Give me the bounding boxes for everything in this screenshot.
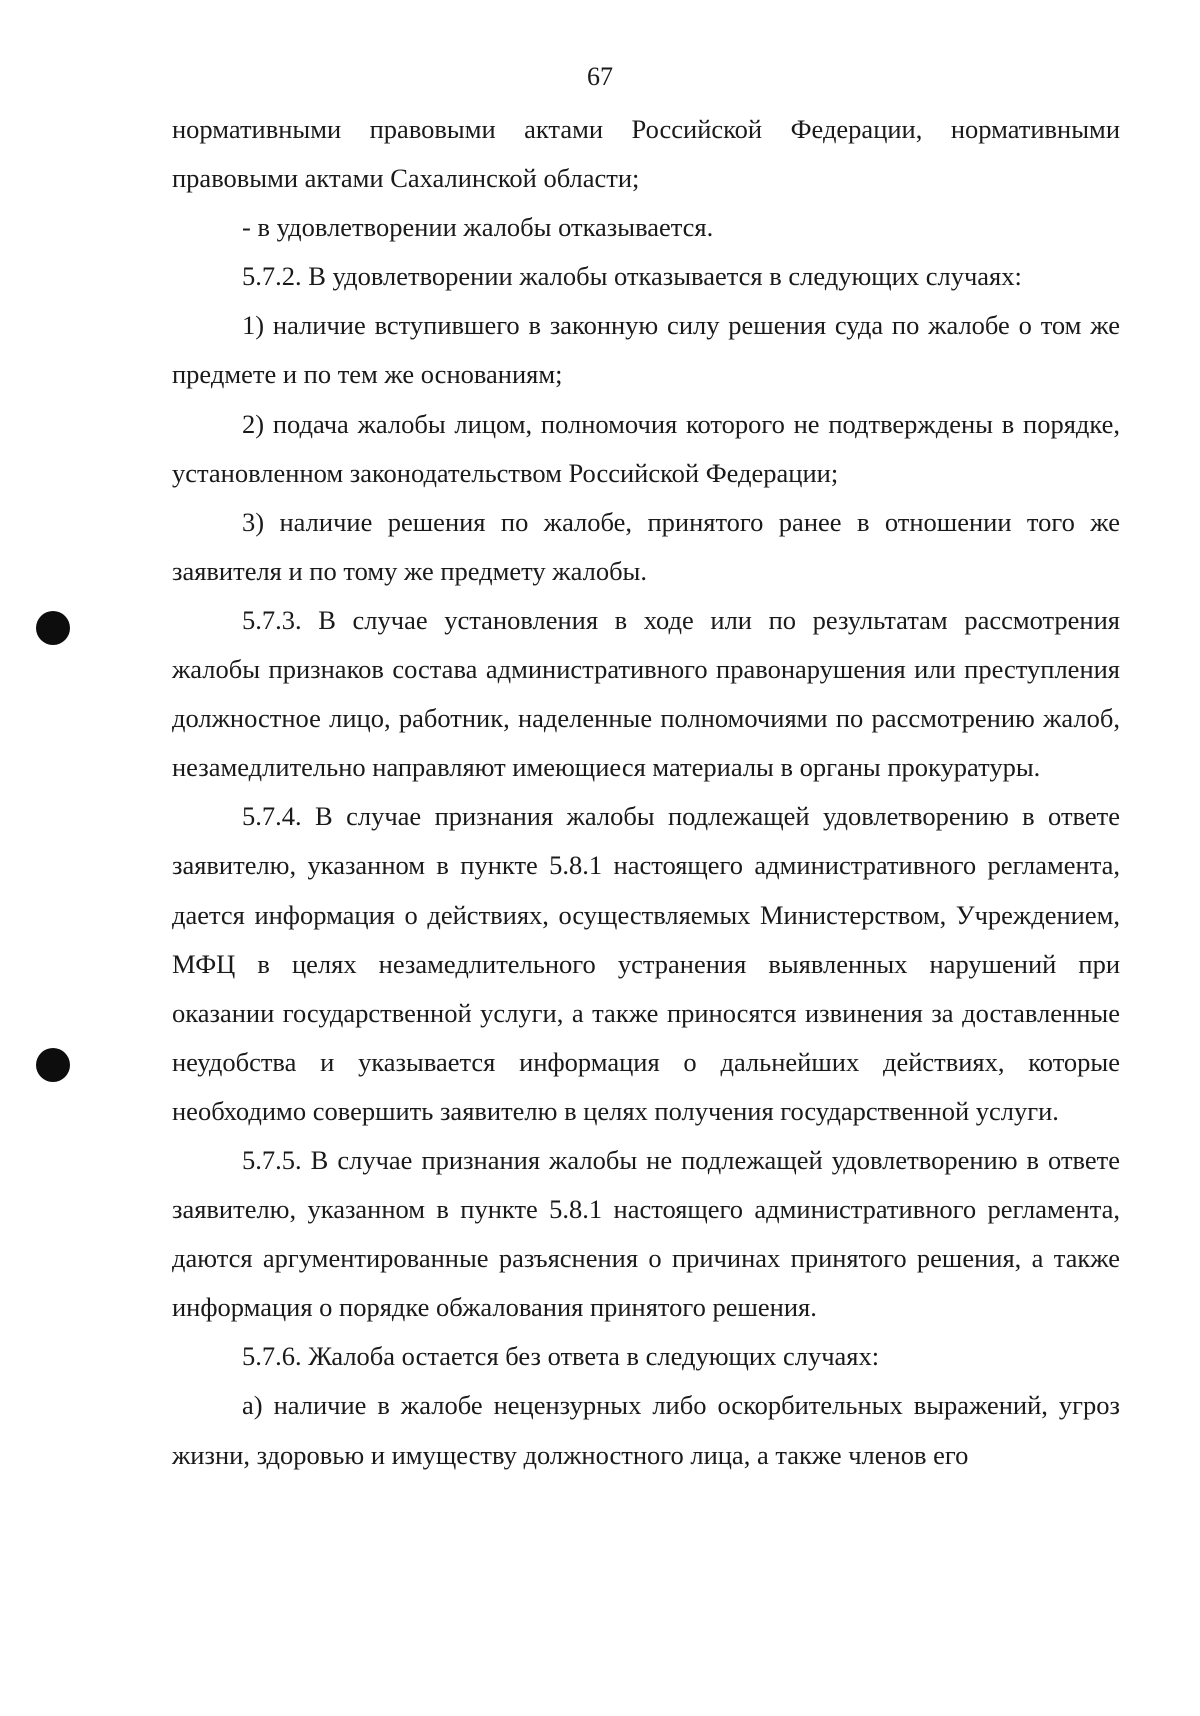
paragraph-refusal: - в удовлетворении жалобы отказывается. xyxy=(242,212,714,243)
paragraph-item-2: 2) подача жалобы лицом, полномочия которого не подтверждены в порядке, установленном законодательством Российской Федерации; xyxy=(172,408,1120,488)
paragraph-5-7-2: 5.7.2. В удовлетворении жалобы отказывается в следующих случаях: xyxy=(242,261,1022,292)
paragraph-5-7-5: 5.7.5. В случае признания жалобы не подлежащей удовлетворению в ответе заявителю, указанном в пункте 5.8.1 настоящего административного регламента, даются аргументированные разъяснения о причинах принятого решения, а также информация о порядке обжалования принятого решения. xyxy=(172,1144,1120,1323)
punch-hole-top xyxy=(36,611,70,645)
paragraph-item-3: 3) наличие решения по жалобе, принятого ранее в отношении того же заявителя и по тому же предмету жалобы. xyxy=(172,506,1120,586)
page-number: 67 xyxy=(587,62,613,91)
paragraph-5-7-3: 5.7.3. В случае установления в ходе или по результатам рассмотрения жалобы признаков состава административного правонарушения или преступления должностное лицо, работник, наделенные полномочиями по рассмотрению жалоб, незамедлительно направляют имеющиеся материалы в органы прокуратуры. xyxy=(172,604,1120,783)
punch-hole-bottom xyxy=(36,1048,70,1082)
paragraph-continuation: нормативными правовыми актами Российской Федерации, нормативными правовыми актами Сахалинской области; xyxy=(172,114,1120,194)
paragraph-item-a: а) наличие в жалобе нецензурных либо оскорбительных выражений, угроз жизни, здоровью и имуществу должностного лица, а также членов его xyxy=(172,1390,1120,1470)
paragraph-item-1: 1) наличие вступившего в законную силу решения суда по жалобе о том же предмете и по тем же основаниям; xyxy=(172,310,1120,390)
paragraph-5-7-6: 5.7.6. Жалоба остается без ответа в следующих случаях: xyxy=(242,1341,880,1372)
paragraph-5-7-4: 5.7.4. В случае признания жалобы подлежащей удовлетворению в ответе заявителю, указанном в пункте 5.8.1 настоящего административного регламента, дается информация о действиях, осуществляемых Министерством, Учреждением, МФЦ в целях незамедлительного устранения выявленных нарушений при оказании государственной услуги, а также приносятся извинения за доставленные неудобства и указывается информация о дальнейших действиях, которые необходимо совершить заявителю в целях получения государственной услуги. xyxy=(172,801,1120,1126)
document-body xyxy=(172,105,1120,1480)
